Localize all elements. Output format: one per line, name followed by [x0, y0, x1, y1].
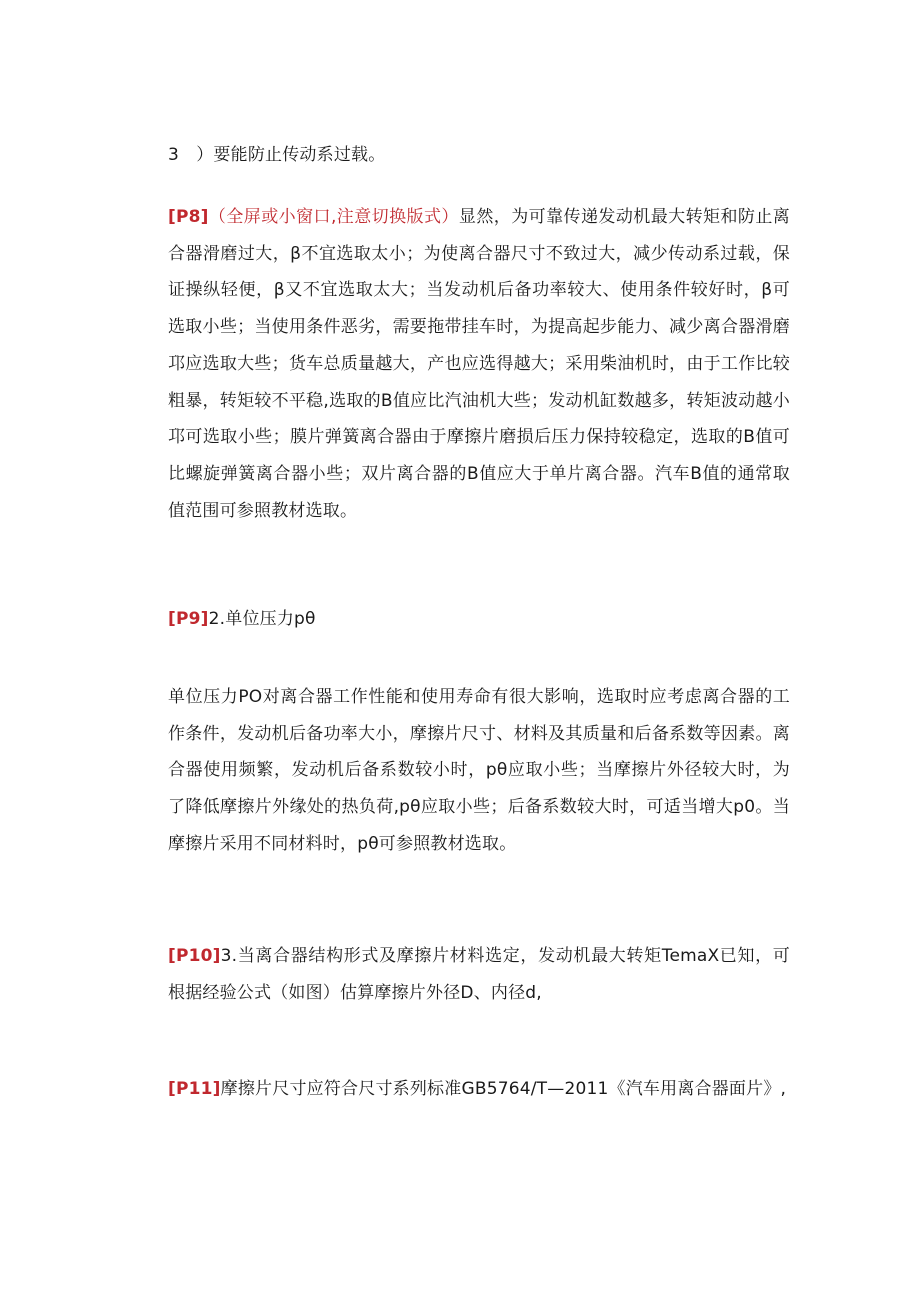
layout-note: （全屏或小窗口,注意切换版式）	[208, 207, 459, 227]
list-item-3-text: 3 ）要能防止传动系过载。	[168, 145, 386, 165]
paragraph-p8-text: 显然，为可靠传递发动机最大转矩和防止离合器滑磨过大，β不宜选取太小；为使离合器尺寸不致过大，减少传动系过载，保证操纵轻便，β又不宜选取太大；当发动机后备功率较大、使用条件较好时，β可选取小些；当使用条件恶劣，需要拖带挂车时，为提高起步能力、减少离合器滑磨邛应选取大些；货车总质量越大，产也应选得越大；采用柴油机时，由于工作比较粗暴，转矩较不平稳,选取的Β值应比汽油机大些；发动机缸数越多，转矩波动越小邛可选取小些；膜片弹簧离合器由于摩擦片磨损后压力保持较稳定，选取的Β值可比螺旋弹簧离合器小些；双片离合器的Β值应大于单片离合器。汽车Β值的通常取值范围可参照教材选取。	[168, 207, 790, 521]
paragraph-unit-pressure	[168, 679, 790, 863]
paragraph-p10	[168, 938, 790, 1011]
list-item-3	[168, 137, 790, 174]
paragraph-p10-text: 3.当离合器结构形式及摩擦片材料选定，发动机最大转矩TemaX已知，可根据经验公式（如图）估算摩擦片外径D、内径d,	[168, 946, 790, 1003]
paragraph-unit-pressure-text: 单位压力PO对离合器工作性能和使用寿命有很大影响，选取时应考虑离合器的工作条件，发动机后备功率大小，摩擦片尺寸、材料及其质量和后备系数等因素。离合器使用频繁，发动机后备系数较小时，pθ应取小些；当摩擦片外径较大时，为了降低摩擦片外缘处的热负荷,pθ应取小些；后备系数较大时，可适当增大p0。当摩擦片采用不同材料时，pθ可参照教材选取。	[168, 687, 790, 854]
paragraph-p8	[168, 199, 790, 529]
section-heading-unit-pressure	[168, 601, 790, 638]
section-heading-text: 2.单位压力pθ	[208, 609, 316, 629]
page-marker-p10: [P10]	[168, 946, 221, 966]
page-marker-p8: [P8]	[168, 207, 209, 227]
page-marker-p11: [P11]	[168, 1079, 221, 1099]
page-marker-p9: [P9]	[168, 609, 209, 629]
paragraph-p11	[168, 1071, 790, 1108]
paragraph-p11-text: 摩擦片尺寸应符合尺寸系列标准GB5764/T—2011《汽车用离合器面片》,	[220, 1079, 787, 1099]
